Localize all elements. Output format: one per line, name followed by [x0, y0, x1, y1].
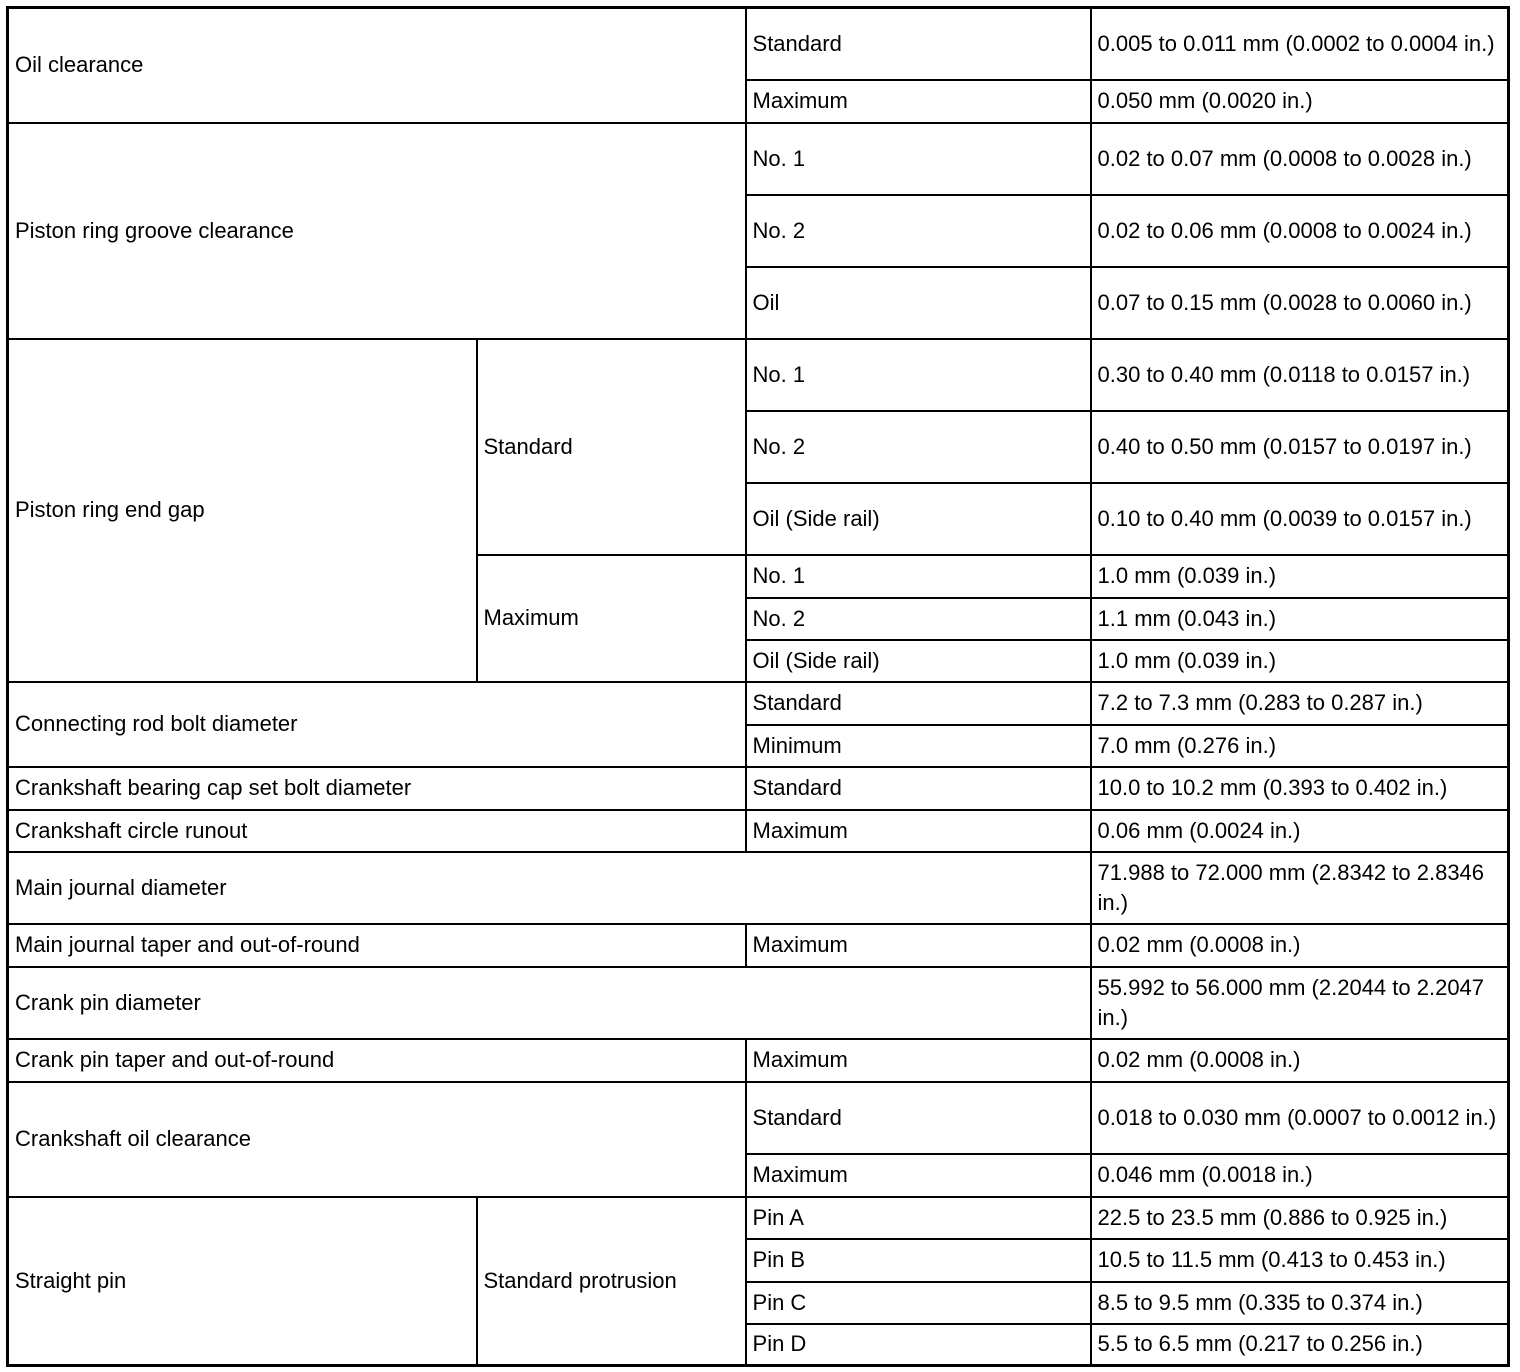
condition-label: No. 2 [746, 598, 1091, 640]
item-label: Crankshaft circle runout [8, 810, 746, 852]
spec-value: 0.02 mm (0.0008 in.) [1091, 924, 1509, 967]
spec-value: 55.992 to 56.000 mm (2.2044 to 2.2047 in.) [1091, 967, 1509, 1039]
spec-value: 0.050 mm (0.0020 in.) [1091, 80, 1509, 123]
condition-label: Pin A [746, 1197, 1091, 1239]
table-row [8, 924, 1509, 967]
item-label: Crankshaft bearing cap set bolt diameter [8, 767, 746, 810]
sub-condition-label: Maximum [477, 555, 746, 682]
condition-label: Standard [746, 8, 1091, 80]
condition-label: Maximum [746, 810, 1091, 852]
item-label: Piston ring end gap [8, 339, 477, 682]
item-label: Connecting rod bolt diameter [8, 682, 746, 767]
condition-label: Standard [746, 1082, 1091, 1154]
condition-label: Standard [746, 767, 1091, 810]
table-row [8, 767, 1509, 810]
table-row [8, 1197, 1509, 1239]
table-row [8, 8, 1509, 80]
table-row [8, 1039, 1509, 1082]
spec-value: 10.5 to 11.5 mm (0.413 to 0.453 in.) [1091, 1239, 1509, 1282]
condition-label: No. 1 [746, 123, 1091, 195]
condition-label: Oil (Side rail) [746, 483, 1091, 555]
spec-value: 10.0 to 10.2 mm (0.393 to 0.402 in.) [1091, 767, 1509, 810]
condition-label: Maximum [746, 1039, 1091, 1082]
item-label: Straight pin [8, 1197, 477, 1366]
table-row [8, 682, 1509, 725]
spec-value: 0.40 to 0.50 mm (0.0157 to 0.0197 in.) [1091, 411, 1509, 483]
spec-value: 7.0 mm (0.276 in.) [1091, 725, 1509, 767]
condition-label: Pin B [746, 1239, 1091, 1282]
spec-value: 0.10 to 0.40 mm (0.0039 to 0.0157 in.) [1091, 483, 1509, 555]
item-label: Crankshaft oil clearance [8, 1082, 746, 1197]
condition-label: Maximum [746, 1154, 1091, 1197]
condition-label: Oil (Side rail) [746, 640, 1091, 682]
item-label: Oil clearance [8, 8, 746, 123]
spec-value: 0.07 to 0.15 mm (0.0028 to 0.0060 in.) [1091, 267, 1509, 339]
spec-value: 1.0 mm (0.039 in.) [1091, 555, 1509, 598]
condition-label: Minimum [746, 725, 1091, 767]
item-label: Crank pin taper and out-of-round [8, 1039, 746, 1082]
spec-value: 7.2 to 7.3 mm (0.283 to 0.287 in.) [1091, 682, 1509, 725]
condition-label: No. 2 [746, 195, 1091, 267]
condition-label: Maximum [746, 80, 1091, 123]
condition-label: No. 1 [746, 339, 1091, 411]
spec-value: 0.02 mm (0.0008 in.) [1091, 1039, 1509, 1082]
condition-label: No. 2 [746, 411, 1091, 483]
item-label: Main journal diameter [8, 852, 1091, 924]
condition-label: Oil [746, 267, 1091, 339]
table-row [8, 123, 1509, 195]
table-row [8, 339, 1509, 411]
spec-value: 0.06 mm (0.0024 in.) [1091, 810, 1509, 852]
spec-value: 0.02 to 0.07 mm (0.0008 to 0.0028 in.) [1091, 123, 1509, 195]
item-label: Main journal taper and out-of-round [8, 924, 746, 967]
spec-value: 22.5 to 23.5 mm (0.886 to 0.925 in.) [1091, 1197, 1509, 1239]
spec-value: 8.5 to 9.5 mm (0.335 to 0.374 in.) [1091, 1282, 1509, 1324]
spec-table [6, 6, 1510, 1367]
table-row [8, 810, 1509, 852]
spec-value: 1.1 mm (0.043 in.) [1091, 598, 1509, 640]
sub-condition-label: Standard protrusion [477, 1197, 746, 1366]
item-label: Piston ring groove clearance [8, 123, 746, 339]
spec-value: 71.988 to 72.000 mm (2.8342 to 2.8346 in.) [1091, 852, 1509, 924]
table-row [8, 967, 1509, 1039]
table-row [8, 1082, 1509, 1154]
spec-value: 0.02 to 0.06 mm (0.0008 to 0.0024 in.) [1091, 195, 1509, 267]
condition-label: Pin D [746, 1324, 1091, 1366]
spec-value: 0.005 to 0.011 mm (0.0002 to 0.0004 in.) [1091, 8, 1509, 80]
condition-label: Maximum [746, 924, 1091, 967]
spec-value: 0.046 mm (0.0018 in.) [1091, 1154, 1509, 1197]
item-label: Crank pin diameter [8, 967, 1091, 1039]
condition-label: No. 1 [746, 555, 1091, 598]
condition-label: Pin C [746, 1282, 1091, 1324]
sub-condition-label: Standard [477, 339, 746, 555]
table-row [8, 852, 1509, 924]
condition-label: Standard [746, 682, 1091, 725]
spec-value: 0.018 to 0.030 mm (0.0007 to 0.0012 in.) [1091, 1082, 1509, 1154]
spec-value: 5.5 to 6.5 mm (0.217 to 0.256 in.) [1091, 1324, 1509, 1366]
spec-value: 1.0 mm (0.039 in.) [1091, 640, 1509, 682]
spec-value: 0.30 to 0.40 mm (0.0118 to 0.0157 in.) [1091, 339, 1509, 411]
